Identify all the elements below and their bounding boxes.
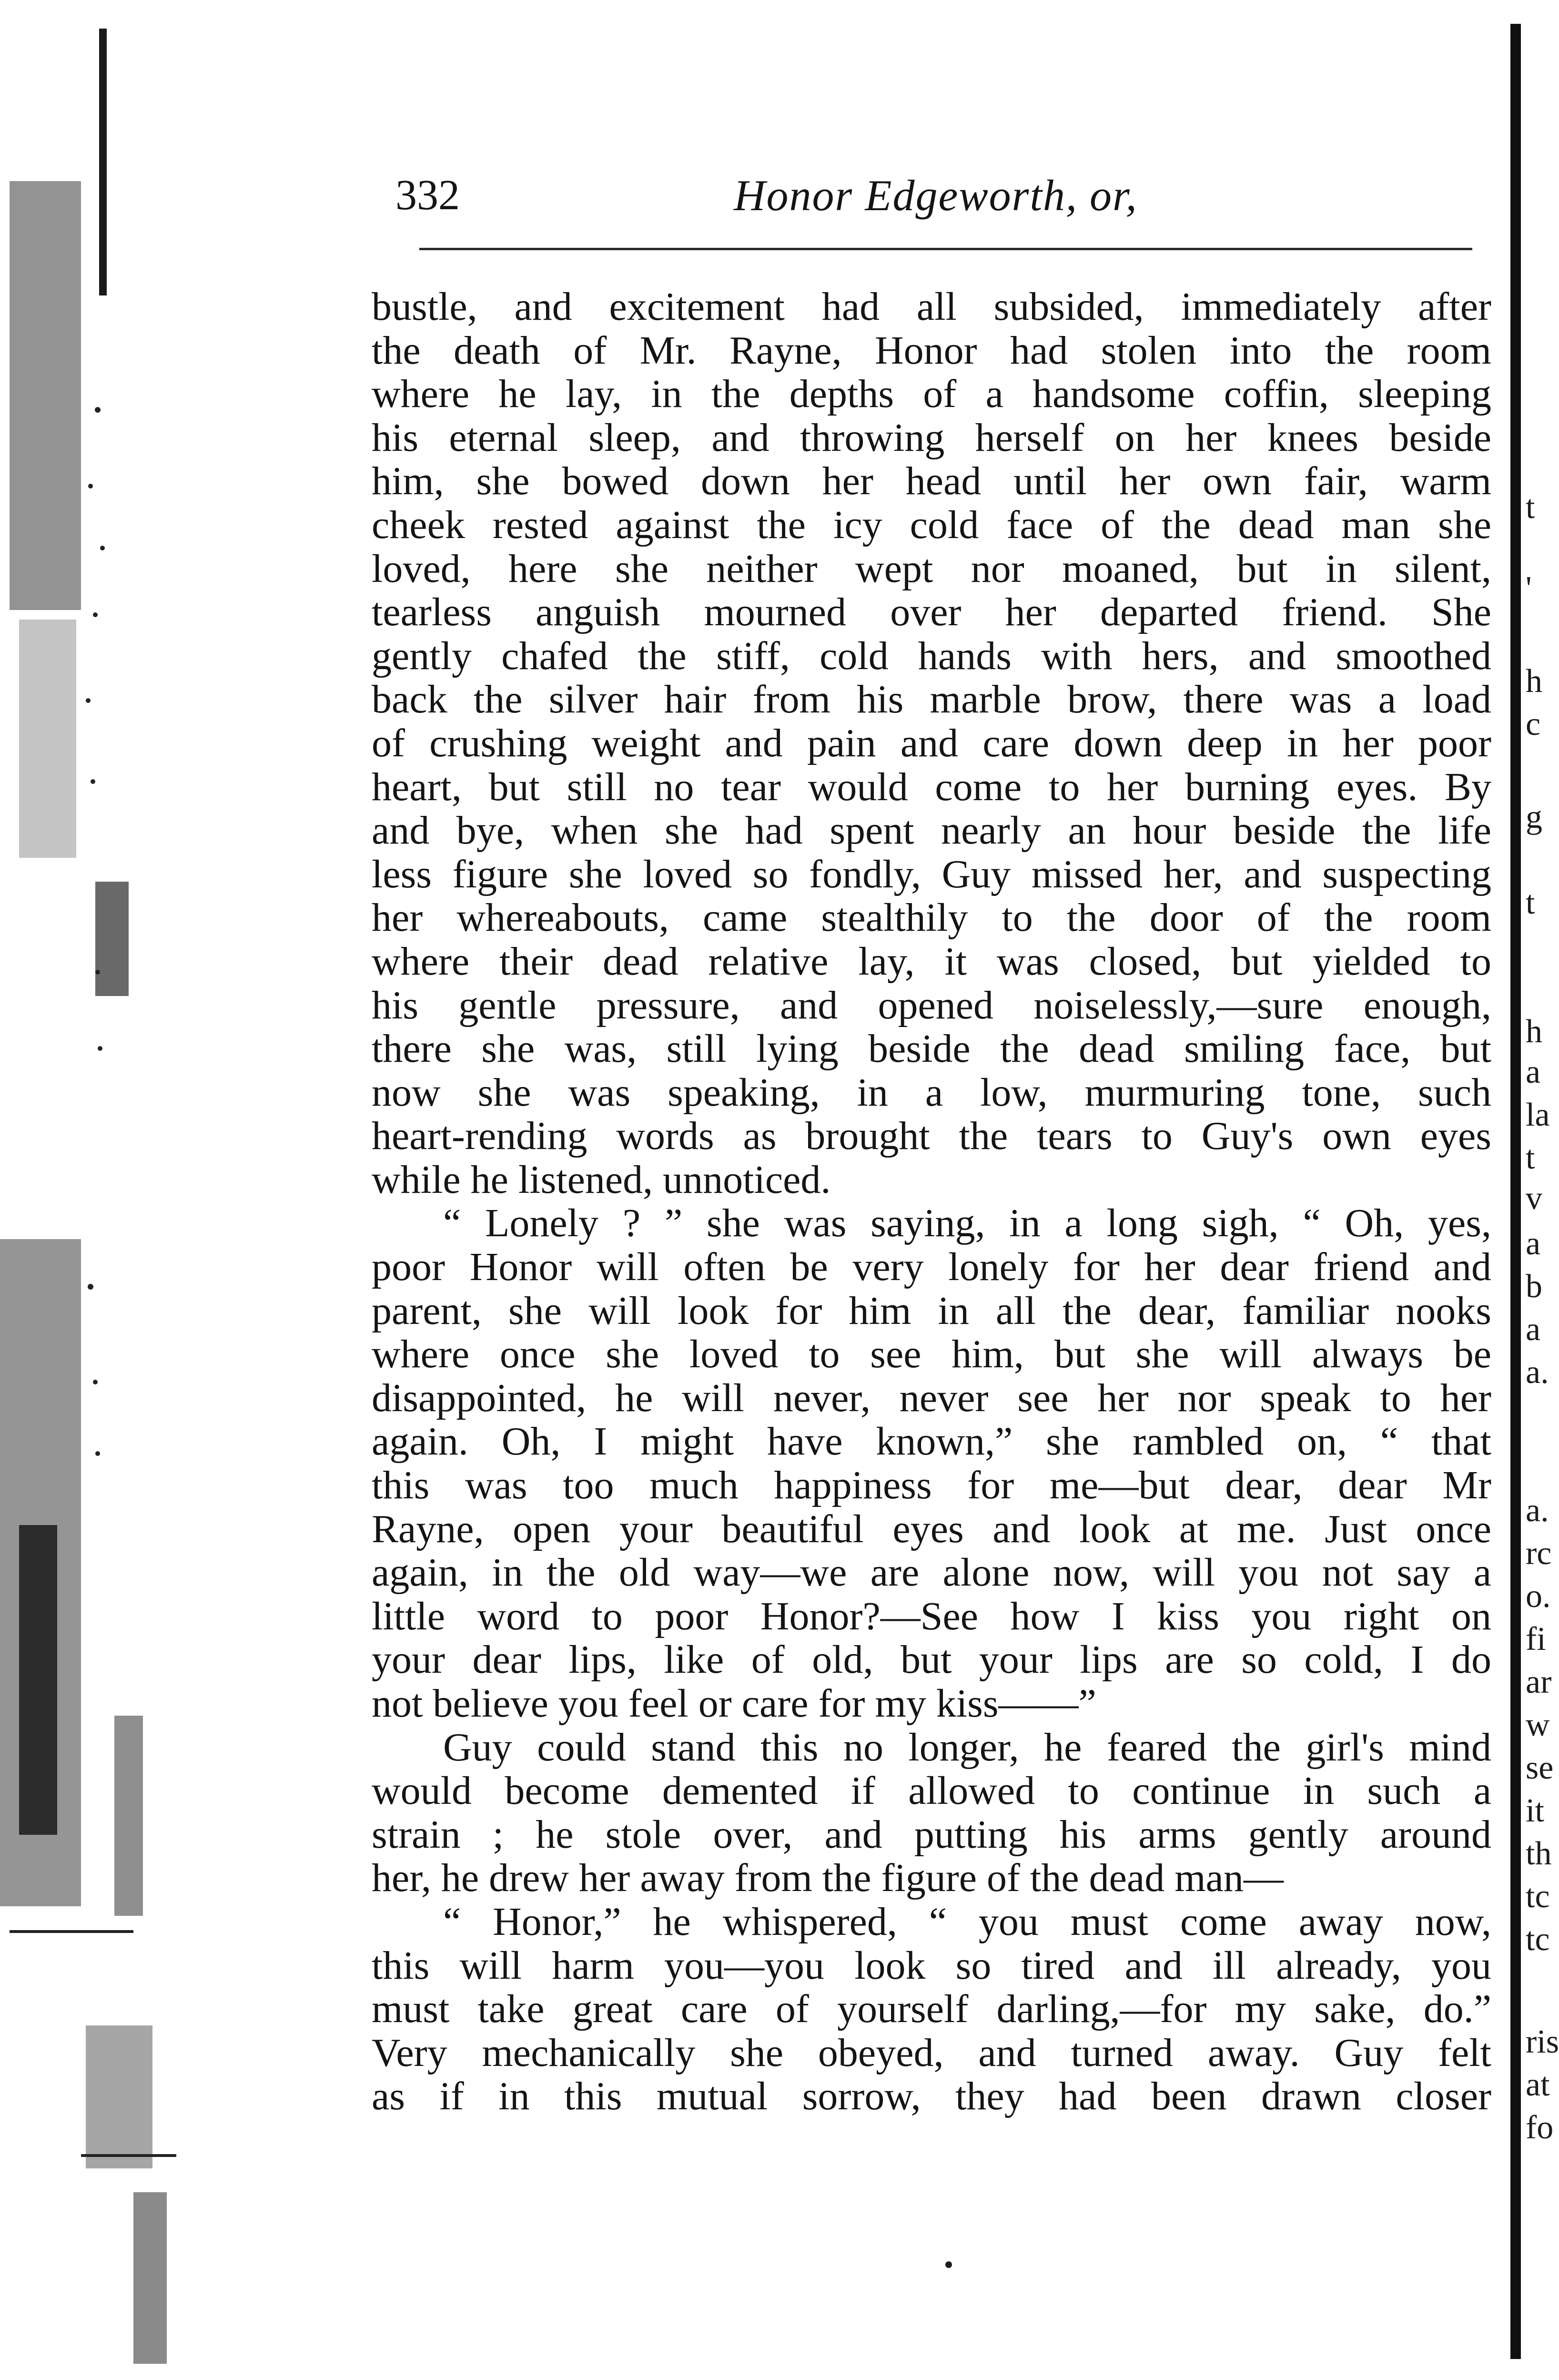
text-line: Rayne, open your beautiful eyes and look at me. Just once <box>372 1506 1491 1551</box>
running-title: Honor Edgeworth, or, <box>734 171 1138 220</box>
text-line: little word to poor Honor?—See how I kiss you right on <box>372 1594 1491 1638</box>
facing-page-fragment: ar <box>1526 1664 1552 1700</box>
text-line: her whereabouts, came stealthily to the door of the room <box>372 895 1491 940</box>
text-line: now she was speaking, in a low, murmuring tone, such <box>372 1070 1491 1115</box>
text-line: this was too much happiness for me—but dear, dear Mr <box>372 1463 1491 1508</box>
facing-page-fragment: t <box>1526 885 1535 921</box>
text-line: cheek rested against the icy cold face of the dead man she <box>372 502 1491 547</box>
facing-page-fragment: a. <box>1526 1492 1549 1529</box>
body-text <box>372 285 1491 2118</box>
text-line: his eternal sleep, and throwing herself on her knees beside <box>372 415 1491 460</box>
facing-page-fragment: rc <box>1526 1535 1552 1572</box>
facing-page-fragment: v <box>1526 1180 1542 1217</box>
text-line: poor Honor will often be very lonely for her dear friend and <box>372 1245 1491 1290</box>
text-line: disappointed, he will never, never see her nor speak to her <box>372 1375 1491 1420</box>
text-line: back the silver hair from his marble brow, there was a load <box>372 677 1491 722</box>
facing-page-fragment: h <box>1526 1013 1542 1050</box>
facing-page-fragment: g <box>1526 799 1542 835</box>
text-line: where he lay, in the depths of a handsome coffin, sleeping <box>372 372 1491 417</box>
facing-page-fragment: ris <box>1526 2024 1559 2060</box>
text-line: of crushing weight and pain and care down deep in her poor <box>372 721 1491 765</box>
text-line: less figure she loved so fondly, Guy missed her, and suspecting <box>372 852 1491 896</box>
facing-page-fragment: ' <box>1526 570 1532 607</box>
text-line: there she was, still lying beside the dead smiling face, but <box>372 1027 1491 1071</box>
paragraph-first-line: “ Lonely ? ” she was saying, in a long sigh, “ Oh, yes, <box>443 1201 1491 1246</box>
facing-page-fragment: a <box>1526 1311 1541 1348</box>
paragraph-end-line: her, he drew her away from the figure of the dead man— <box>372 1856 1284 1901</box>
facing-page-fragment: b <box>1526 1268 1542 1305</box>
text-line: your dear lips, like of old, but your lips are so cold, I do <box>372 1638 1491 1682</box>
facing-page-fragment: c <box>1526 706 1541 742</box>
binding-gutter <box>0 0 205 2380</box>
text-line: where their dead relative lay, it was closed, but yielded to <box>372 939 1491 984</box>
facing-page-fragment: tc <box>1526 1878 1550 1915</box>
facing-page-fragment: la <box>1526 1097 1550 1133</box>
text-line: this will harm you—you look so tired and ill already, you <box>372 1943 1491 1988</box>
paragraph-end-line: while he listened, unnoticed. <box>372 1157 831 1202</box>
facing-page-fragment: fi <box>1526 1621 1546 1658</box>
facing-page-fragment: fo <box>1526 2109 1554 2146</box>
text-line: gently chafed the stiff, cold hands with hers, and smoothed <box>372 633 1491 678</box>
facing-page-fragment: at <box>1526 2066 1550 2103</box>
facing-page-fragment: it <box>1526 1792 1544 1829</box>
text-line: again, in the old way—we are alone now, will you not say a <box>372 1550 1491 1595</box>
facing-page-fragment: o. <box>1526 1578 1551 1615</box>
text-line: as if in this mutual sorrow, they had been drawn closer <box>372 2074 1491 2119</box>
text-line: heart-rending words as brought the tears to Guy's own eyes <box>372 1114 1491 1159</box>
print-speck <box>945 2261 952 2268</box>
text-line: must take great care of yourself darling,—for my sake, do.” <box>372 1987 1491 2032</box>
text-line: again. Oh, I might have known,” she rambled on, “ that <box>372 1419 1491 1464</box>
facing-page-fragment: a <box>1526 1054 1541 1090</box>
paragraph-end-line: not believe you feel or care for my kiss——” <box>372 1681 1096 1726</box>
header-rule <box>419 248 1472 250</box>
running-head <box>395 172 1477 229</box>
binding-speckle-graphic <box>0 0 205 2380</box>
text-line: him, she bowed down her head until her own fair, warm <box>372 459 1491 504</box>
text-line: and bye, when she had spent nearly an hour beside the life <box>372 808 1491 853</box>
facing-page-fragment: w <box>1526 1707 1550 1743</box>
text-line: the death of Mr. Rayne, Honor had stolen into the room <box>372 328 1491 373</box>
facing-page-edge <box>1501 0 1559 2380</box>
facing-page-fragment: t <box>1526 489 1535 526</box>
text-line: strain ; he stole over, and putting his arms gently around <box>372 1812 1491 1857</box>
text-line: Very mechanically she obeyed, and turned away. Guy felt <box>372 2030 1491 2075</box>
facing-page-fragment: a <box>1526 1225 1541 1262</box>
text-line: where once she loved to see him, but she will always be <box>372 1332 1491 1377</box>
text-line: heart, but still no tear would come to her burning eyes. By <box>372 764 1491 809</box>
text-line: loved, here she neither wept nor moaned, but in silent, <box>372 546 1491 591</box>
text-line: parent, she will look for him in all the dear, familiar nooks <box>372 1288 1491 1333</box>
paragraph-first-line: Guy could stand this no longer, he feared the girl's mind <box>443 1725 1491 1770</box>
text-line: tearless anguish mourned over her departed friend. She <box>372 590 1491 635</box>
facing-page-fragment: se <box>1526 1749 1554 1786</box>
text-line: bustle, and excitement had all subsided, immediately after <box>372 285 1491 329</box>
facing-page-fragment: tc <box>1526 1921 1550 1958</box>
facing-page-fragment: a. <box>1526 1354 1549 1391</box>
facing-page-fragment: h <box>1526 663 1542 700</box>
paragraph-first-line: “ Honor,” he whispered, “ you must come away now, <box>443 1899 1491 1944</box>
facing-page-fragment: t <box>1526 1139 1535 1176</box>
page-number: 332 <box>395 172 460 219</box>
text-line: would become demented if allowed to continue in such a <box>372 1769 1491 1813</box>
facing-page-fragment: th <box>1526 1835 1552 1872</box>
text-line: his gentle pressure, and opened noiselessly,—sure enough, <box>372 983 1491 1027</box>
